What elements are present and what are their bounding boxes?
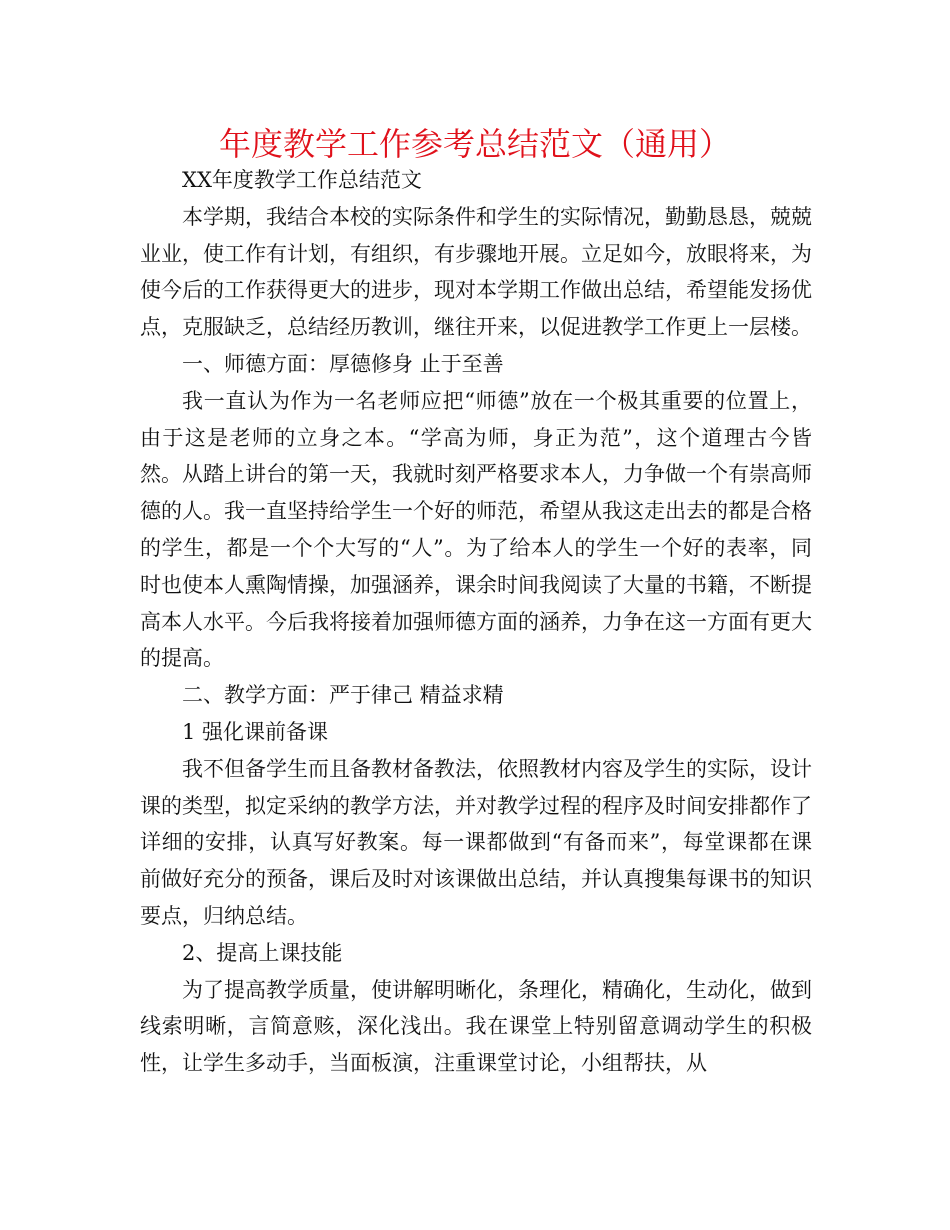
subheading-class-skills: 2、提高上课技能: [182, 940, 343, 965]
subheading-lesson-prep: 1 强化课前备课: [182, 719, 329, 744]
paragraph-class-skills: 为了提高教学质量，使讲解明晰化，条理化，精确化，生动化，做到线索明晰，言简意赅，深化浅出。我在课堂上特别留意调动学生的积极性，让学生多动手，当面板演，注重课堂讨论，小组帮扶，从: [140, 977, 812, 1076]
paragraph-subtitle: XX年度教学工作总结范文: [182, 168, 422, 192]
section-heading-ethics: 一、师德方面：厚德修身 止于至善: [182, 351, 504, 376]
section-heading-teaching: 二、教学方面：严于律己 精益求精: [182, 683, 504, 708]
paragraph-ethics: 我一直认为作为一名老师应把“师德”放在一个极其重要的位置上，由于这是老师的立身之本。“学高为师，身正为范”，这个道理古今皆然。从踏上讲台的第一天，我就时刻严格要求本人，力争做一个有崇高师德的人。我一直坚持给学生一个好的师范，希望从我这走出去的都是合格的学生，都是一个个大写的“人”。为了给本人的学生一个好的表率，同时也使本人熏陶情操，加强涵养，课余时间我阅读了大量的书籍，不断提高本人水平。今后我将接着加强师德方面的涵养，力争在这一方面有更大的提高。: [140, 388, 812, 671]
document-body: [140, 162, 812, 1082]
document-title: 年度教学工作参考总结范文（通用）: [218, 125, 731, 163]
paragraph-intro: 本学期，我结合本校的实际条件和学生的实际情况，勤勤恳恳，兢兢业业，使工作有计划，有组织，有步骤地开展。立足如今，放眼将来，为使今后的工作获得更大的进步，现对本学期工作做出总结，希望能发扬优点，克服缺乏，总结经历教训，继往开来，以促进教学工作更上一层楼。: [140, 204, 812, 340]
paragraph-lesson-prep: 我不但备学生而且备教材备教法，依照教材内容及学生的实际，设计课的类型，拟定采纳的教学方法，并对教学过程的程序及时间安排都作了详细的安排，认真写好教案。每一课都做到“有备而来”，每堂课都在课前做好充分的预备，课后及时对该课做出总结，并认真搜集每课书的知识要点，归纳总结。: [140, 756, 812, 928]
